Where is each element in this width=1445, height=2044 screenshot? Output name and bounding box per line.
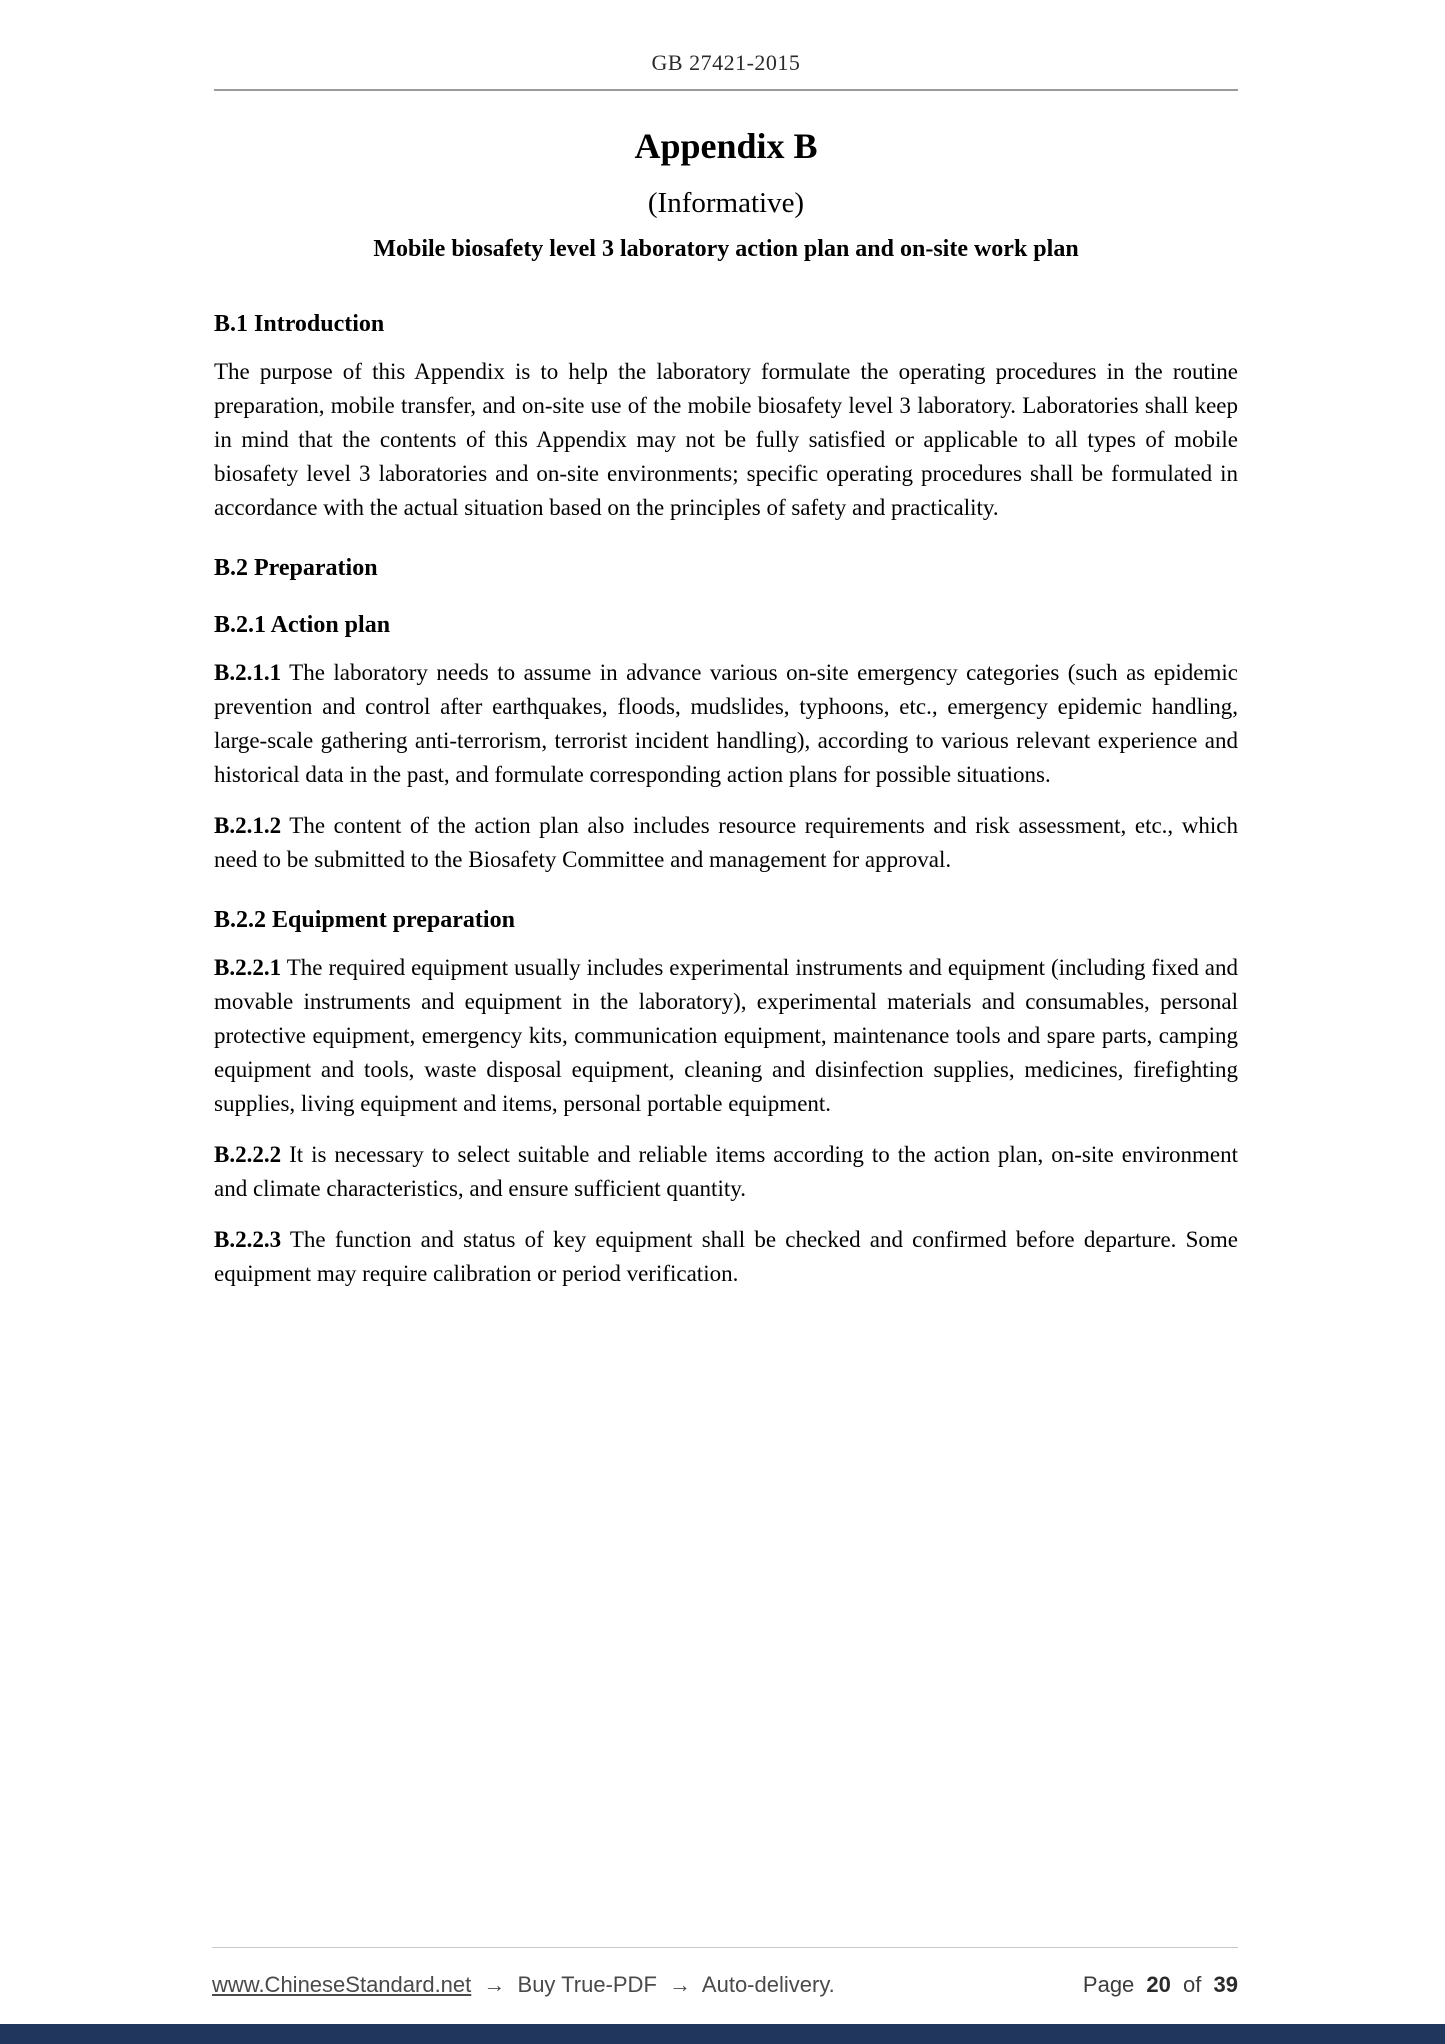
clause-text-b222: It is necessary to select suitable and reliable items according to the action plan, on-site environment and climate characteristics, and ensure sufficient quantity. xyxy=(214,1142,1239,1201)
paragraph-b223 xyxy=(214,1223,1238,1291)
clause-text-b223: The function and status of key equipment shall be checked and confirmed before departure. Some equipment may require calibration or period verification. xyxy=(214,1227,1238,1286)
heading-b1-introduction: B.1 Introduction xyxy=(214,311,385,337)
appendix-title: Appendix B xyxy=(634,126,818,166)
paragraph-b1: The purpose of this Appendix is to help the laboratory formulate the operating procedures in the routine preparation, mobile transfer, and on-site use of the mobile biosafety level 3 laboratory. Laboratories shall keep in mind that the contents of this Appendix may not be fully satisfied or applicable to all types of mobile biosafety level 3 laboratories and on-site environments; specific operating procedures shall be formulated in accordance with the actual situation based on the principles of safety and practicality. xyxy=(214,359,1238,520)
clause-label-b223: B.2.2.3 xyxy=(214,1227,282,1252)
clause-label-b212: B.2.1.2 xyxy=(214,813,282,838)
footer-action-buy: Buy True-PDF xyxy=(517,1972,657,1997)
arrow-right-icon: → xyxy=(483,1972,506,1997)
total-pages: 39 xyxy=(1213,1972,1238,1997)
appendix-subtitle: (Informative) xyxy=(647,187,805,219)
bottom-accent-bar xyxy=(0,2024,1445,2044)
clause-label-b222: B.2.2.2 xyxy=(214,1142,282,1167)
website-link[interactable]: www.ChineseStandard.net xyxy=(212,1972,472,1997)
document-title: Mobile biosafety level 3 laboratory action plan and on-site work plan xyxy=(373,236,1079,262)
page-indicator xyxy=(1077,1972,1238,1998)
paragraph-b212 xyxy=(214,809,1238,877)
clause-label-b221: B.2.2.1 xyxy=(214,955,282,980)
page-footer xyxy=(212,1947,1238,1998)
footer-action-delivery: Auto-delivery. xyxy=(701,1972,835,1997)
header-divider xyxy=(214,89,1238,91)
paragraph-b211 xyxy=(214,656,1238,792)
page-label: Page xyxy=(1082,1972,1135,1997)
footer-branding xyxy=(212,1972,841,1998)
footer-row xyxy=(212,1972,1238,1998)
page-number: 20 xyxy=(1146,1972,1171,1997)
clause-text-b221: The required equipment usually includes experimental instruments and equipment (including fixed and movable instruments and equipment in the laboratory), experimental materials and consumables, personal protective equipment, emergency kits, communication equipment, maintenance tools and spare parts, camping equipment and tools, waste disposal equipment, cleaning and disinfection supplies, medicines, firefighting supplies, living equipment and items, personal portable equipment. xyxy=(214,955,1238,1116)
clause-text-b212: The content of the action plan also includes resource requirements and risk assessment, etc., which need to be submitted to the Biosafety Committee and management for approval. xyxy=(214,813,1238,872)
arrow-right-icon: → xyxy=(669,1972,692,1997)
heading-b22-equipment-preparation: B.2.2 Equipment preparation xyxy=(214,907,515,933)
clause-label-b211: B.2.1.1 xyxy=(214,660,282,685)
paragraph-b221 xyxy=(214,951,1238,1121)
footer-divider xyxy=(212,1947,1238,1948)
heading-b21-action-plan: B.2.1 Action plan xyxy=(214,612,391,638)
clause-text-b211: The laboratory needs to assume in advance various on-site emergency categories (such as epidemic prevention and control after earthquakes, floods, mudslides, typhoons, etc., emergency epidemic handling, large-scale gathering anti-terrorism, terrorist incident handling), according to various relevant experience and historical data in the past, and formulate corresponding action plans for possible situations. xyxy=(214,660,1238,787)
heading-b2-preparation: B.2 Preparation xyxy=(214,555,378,581)
standard-number: GB 27421-2015 xyxy=(651,50,801,75)
page-content xyxy=(214,0,1238,1291)
paragraph-b222 xyxy=(214,1138,1238,1206)
of-label: of xyxy=(1183,1972,1202,1997)
